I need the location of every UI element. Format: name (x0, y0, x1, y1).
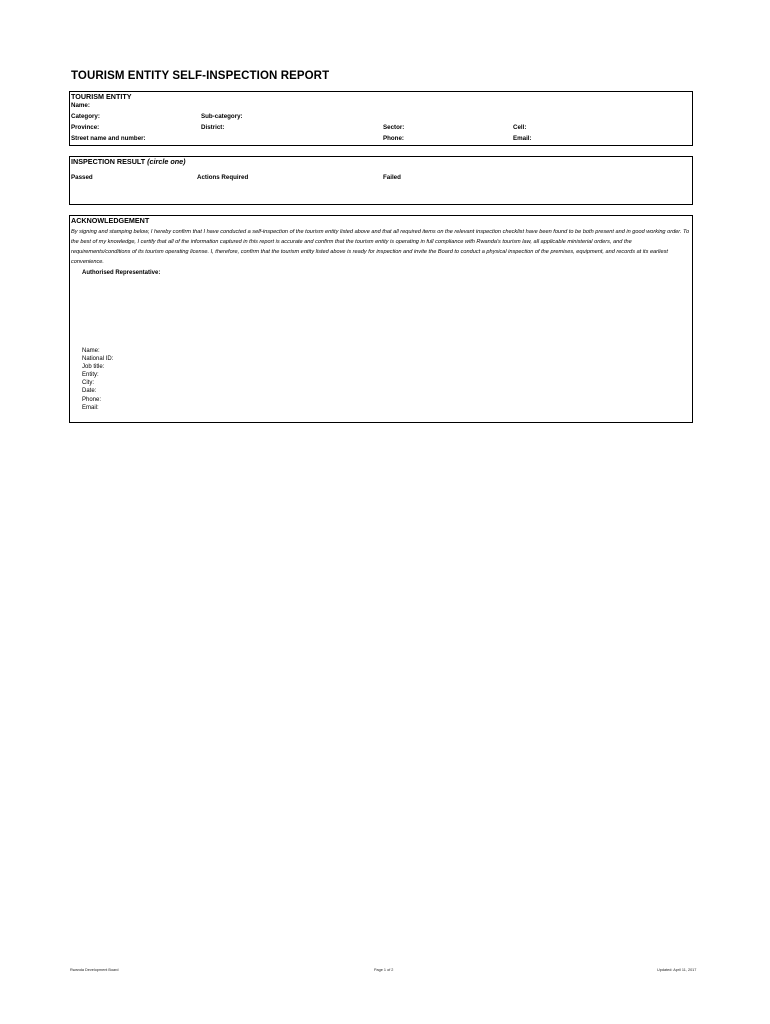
entity-header: TOURISM ENTITY (71, 92, 132, 101)
rep-email-label: Email: (82, 404, 99, 411)
entity-category-label: Category: (71, 113, 100, 120)
result-failed-option[interactable]: Failed (383, 174, 401, 181)
entity-street-label: Street name and number: (71, 135, 146, 142)
entity-province-label: Province: (71, 124, 100, 131)
inspection-header (71, 158, 186, 166)
entity-name-label: Name: (71, 102, 90, 109)
entity-district-label: District: (201, 124, 225, 131)
inspection-header-note: (circle one) (147, 157, 186, 166)
footer-organization: Rwanda Development Board (70, 968, 119, 972)
entity-subcategory-label: Sub-category: (201, 113, 243, 120)
rep-name-label: Name: (82, 348, 100, 354)
entity-sector-label: Sector: (383, 124, 405, 131)
rep-entity-label: Entity: (82, 372, 99, 379)
entity-email-label: Email: (513, 135, 532, 142)
footer-page-number: Page 1 of 2 (374, 968, 394, 972)
acknowledgement-header: ACKNOWLEDGEMENT (71, 216, 150, 225)
entity-cell-label: Cell: (513, 124, 527, 131)
footer-updated-date: Updated: April 11, 2017 (657, 968, 697, 972)
rep-job-title-label: Job title: (82, 364, 105, 371)
inspection-header-text: INSPECTION RESULT (71, 157, 146, 166)
tourism-entity-section (69, 91, 693, 146)
rep-city-label: City: (82, 380, 94, 387)
representative-fields (82, 347, 113, 412)
result-actions-required-option[interactable]: Actions Required (197, 174, 249, 181)
acknowledgement-section (69, 215, 693, 423)
rep-phone-label: Phone: (82, 396, 102, 403)
acknowledgement-text: By signing and stamping below, I hereby confirm that I have conducted a self-inspection of the tourism entity listed above and that all required items on the relevant inspection checklist have been found to be both present and in good working order. To the best of my knowledge, I certify that all of the information captured in this report is accurate and confirm that the tourism entity is operating in full compliance with Rwanda's tourism law, all applicable ministerial orders, and the requirements/conditions of its tourism operating license. I, therefore, confirm that the tourism entity listed above is ready for inspection and invite the Board to conduct a physical inspection of the premises, equipment, and records at its earliest convenience. (71, 229, 690, 265)
rep-national-id-label: National ID: (82, 356, 114, 363)
authorised-representative-label: Authorised Representative: (82, 270, 161, 276)
inspection-result-section (69, 156, 693, 205)
report-title: TOURISM ENTITY SELF-INSPECTION REPORT (71, 70, 330, 82)
rep-date-label: Date: (82, 388, 97, 395)
entity-phone-label: Phone: (383, 135, 404, 142)
result-passed-option[interactable]: Passed (71, 174, 93, 181)
